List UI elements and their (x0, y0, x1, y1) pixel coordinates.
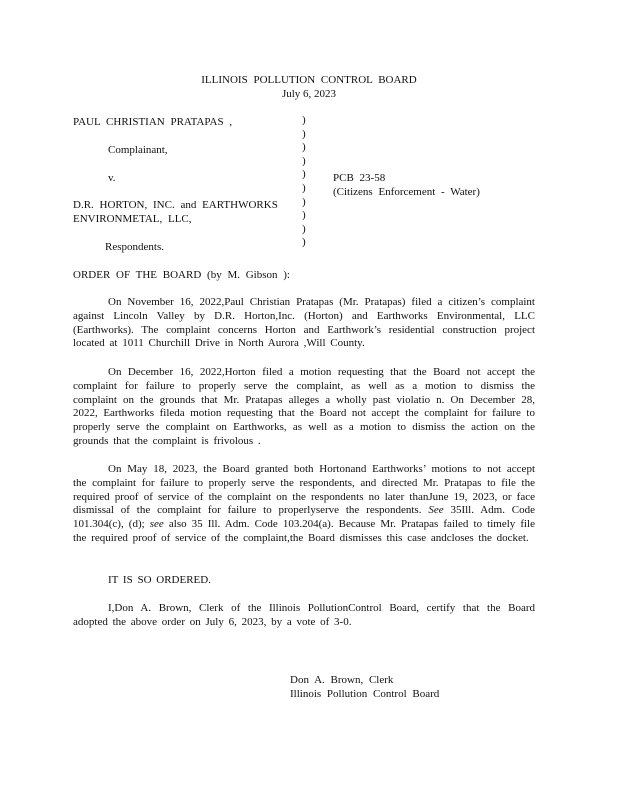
clerk-certification: I,Don A. Brown, Clerk of the Illinois PollutionControl Board, certify that the Board adopted the above order on July 6, 2023, by a vote of 3-0. (73, 602, 535, 628)
citation-signal-see-also: see (149, 518, 164, 531)
complainant-name: PAUL CHRISTIAN PRATAPAS , (73, 116, 233, 128)
order-heading: ORDER OF THE BOARD (by M. Gibson ): (73, 269, 290, 281)
ruling-text-1: On May 18, 2023, the Board granted both Hortonand Earthworks’ motions to not accept the complaint for failure to properly serve the respondents, and directed Mr. Pratapas to file the required proof of service of the complaint on the respondents no later thanJune 19, 2023, or face dismissal of the complaint for failure to properlyserve the respondents. (73, 463, 535, 517)
agency-title: ILLINOIS POLLUTION CONTROL BOARD (201, 74, 417, 86)
so-ordered: IT IS SO ORDERED. (108, 574, 211, 586)
respondent-name-line2: ENVIRONMETAL, LLC, (73, 213, 192, 225)
ruling-text-3: also 35 Ill. Adm. Code 103.204(a). Because Mr. Pratapas failed to timely file the required proof of service of the complaint,the Board dismisses this case andcloses the docket. (73, 518, 535, 544)
case-type: (Citizens Enforcement - Water) (333, 186, 480, 198)
signature-name: Don A. Brown, Clerk (290, 674, 394, 686)
order-date: July 6, 2023 (281, 88, 337, 100)
signature-org: Illinois Pollution Control Board (290, 688, 440, 700)
paragraph-complaint: On November 16, 2022,Paul Christian Pratapas (Mr. Pratapas) filed a citizen’s complaint against Lincoln Valley by D.R. Horton,Inc. (Horton) and Earthworks Environmental, LLC (Earthworks). The complaint concerns Horton and Earthwork’s residential construction project located at 1011 Churchill Drive in North Aurora ,Will County. (73, 296, 535, 350)
versus-label: v. (108, 172, 116, 184)
ruling-text-2: 35Ill. Adm. Code 101.304(c), (d); (73, 504, 536, 531)
citation-signal-see: See (428, 504, 444, 517)
paragraph-ruling (73, 463, 535, 546)
caption-bracket: ) ) ) ) ) ) ) ) ) ) (302, 114, 306, 249)
respondents-label: Respondents. (105, 241, 164, 253)
paragraph-motions: On December 16, 2022,Horton filed a motion requesting that the Board not accept the complaint for failure to properly serve the complaint, as well as a motion to dismiss the complaint on the grounds that Mr. Pratapas alleges a wholly past violatio n. On December 28, 2022, Earthworks fileda motion requesting that the Board not accept the complaint for failure to properly serve the complaint on Earthworks, as well as a motion to dismiss the action on the grounds that the complaint is frivolous . (73, 366, 535, 447)
case-number: PCB 23-58 (333, 172, 386, 184)
complainant-label: Complainant, (108, 144, 168, 156)
respondent-name-line1: D.R. HORTON, INC. and EARTHWORKS (73, 199, 278, 211)
